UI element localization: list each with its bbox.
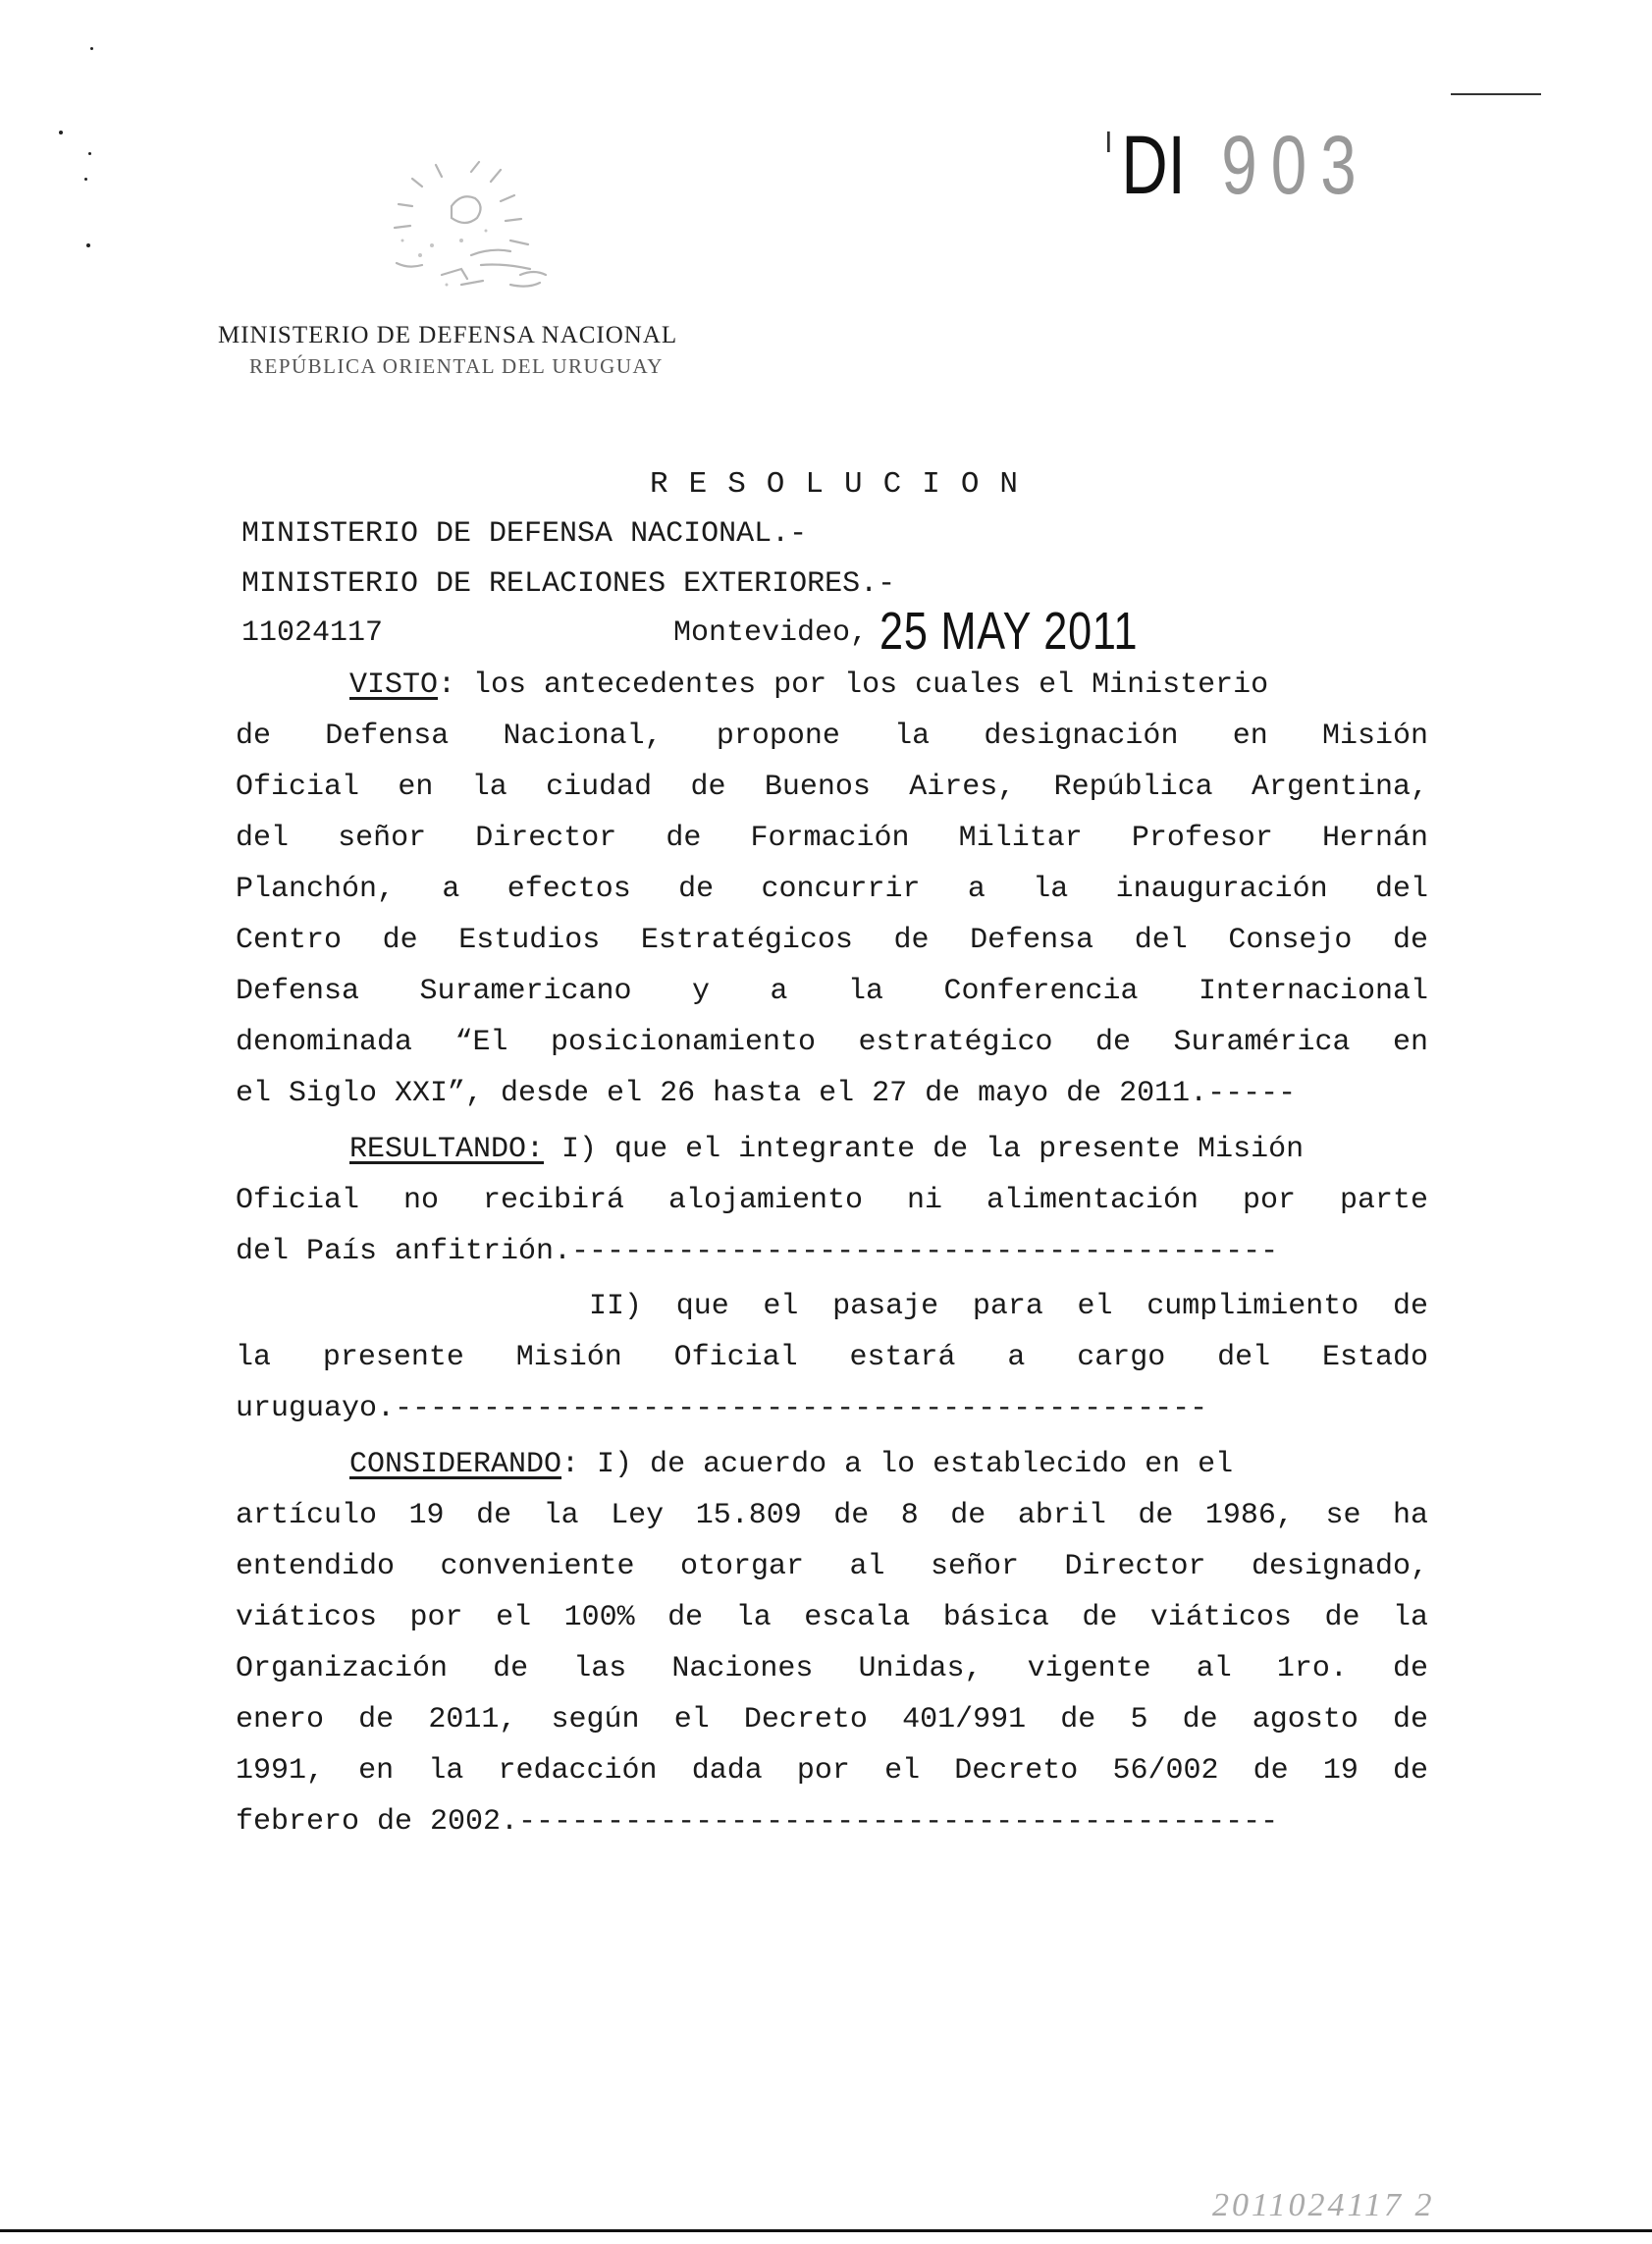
considerando-line: 1991, en la redacción dada por el Decreto 56/002 de 19 de xyxy=(236,1754,1428,1788)
resultando-line: uruguayo.---------------------------------------------- xyxy=(236,1392,1208,1425)
considerando-line: CONSIDERANDO: I) de acuerdo a lo establecido en el xyxy=(349,1448,1234,1481)
file-number-digits: 903 xyxy=(1221,119,1370,211)
reference-number: 11024117 xyxy=(241,616,384,650)
date-place: Montevideo, xyxy=(673,616,869,650)
visto-line: Centro de Estudios Estratégicos de Defensa del Consejo de xyxy=(236,924,1428,957)
considerando-line: entendido conveniente otorgar al señor Director designado, xyxy=(236,1550,1428,1583)
visto-line: denominada “El posicionamiento estratégico de Suramérica en xyxy=(236,1026,1428,1059)
visto-line: Defensa Suramericano y a la Conferencia Internacional xyxy=(236,975,1428,1008)
considerando-label: CONSIDERANDO xyxy=(349,1448,562,1481)
visto-label: VISTO xyxy=(349,668,439,702)
considerando-line: febrero de 2002.------------------------------------------- xyxy=(236,1805,1279,1839)
coat-of-arms-icon xyxy=(324,147,589,304)
resultando-line: la presente Misión Oficial estará a cargo del Estado xyxy=(236,1341,1428,1374)
ministry-line-1: MINISTERIO DE DEFENSA NACIONAL.- xyxy=(241,517,808,551)
footer-rule xyxy=(0,2229,1652,2232)
date-stamp: 25 MAY 2011 xyxy=(879,602,1139,661)
visto-line: de Defensa Nacional, propone la designación en Misión xyxy=(236,720,1428,753)
resultando-line: RESULTANDO: I) que el integrante de la presente Misión xyxy=(349,1133,1305,1166)
resultando-label: RESULTANDO: xyxy=(349,1133,545,1166)
footer-handwritten-number: 2011024117 2 xyxy=(1212,2187,1435,2223)
resultando-line: II) que el pasaje para el cumplimiento de xyxy=(589,1290,1428,1323)
letterhead-subtitle: REPÚBLICA ORIENTAL DEL URUGUAY xyxy=(249,354,664,378)
scan-speck xyxy=(84,178,87,181)
ministry-line-2: MINISTERIO DE RELACIONES EXTERIORES.- xyxy=(241,567,896,601)
letterhead-title: MINISTERIO DE DEFENSA NACIONAL xyxy=(218,322,678,348)
corner-mark xyxy=(1451,93,1541,95)
visto-line: VISTO: los antecedentes por los cuales el Ministerio xyxy=(349,668,1269,702)
scan-speck xyxy=(59,131,63,134)
visto-line: Planchón, a efectos de concurrir a la inauguración del xyxy=(236,873,1428,906)
considerando-line: artículo 19 de la Ley 15.809 de 8 de abril de 1986, se ha xyxy=(236,1499,1428,1532)
considerando-line: enero de 2011, según el Decreto 401/991 de 5 de agosto de xyxy=(236,1703,1428,1736)
file-number-prefix: DI xyxy=(1121,119,1186,211)
scan-speck xyxy=(86,243,90,247)
scan-speck xyxy=(88,152,91,155)
considerando-line: Organización de las Naciones Unidas, vigente al 1ro. de xyxy=(236,1652,1428,1685)
visto-line: del señor Director de Formación Militar Profesor Hernán xyxy=(236,822,1428,855)
visto-line: Oficial en la ciudad de Buenos Aires, República Argentina, xyxy=(236,771,1428,804)
file-number: $^ı$ DI 903 xyxy=(1104,118,1370,211)
visto-line: el Siglo XXI”, desde el 26 hasta el 27 de mayo de 2011.----- xyxy=(236,1077,1297,1110)
scan-speck xyxy=(90,47,93,50)
resultando-line: del País anfitrión.---------------------------------------- xyxy=(236,1235,1279,1268)
resultando-line: Oficial no recibirá alojamiento ni alimentación por parte xyxy=(236,1184,1428,1217)
considerando-line: viáticos por el 100% de la escala básica de viáticos de la xyxy=(236,1601,1428,1634)
resolution-title: RESOLUCION xyxy=(650,467,1039,502)
